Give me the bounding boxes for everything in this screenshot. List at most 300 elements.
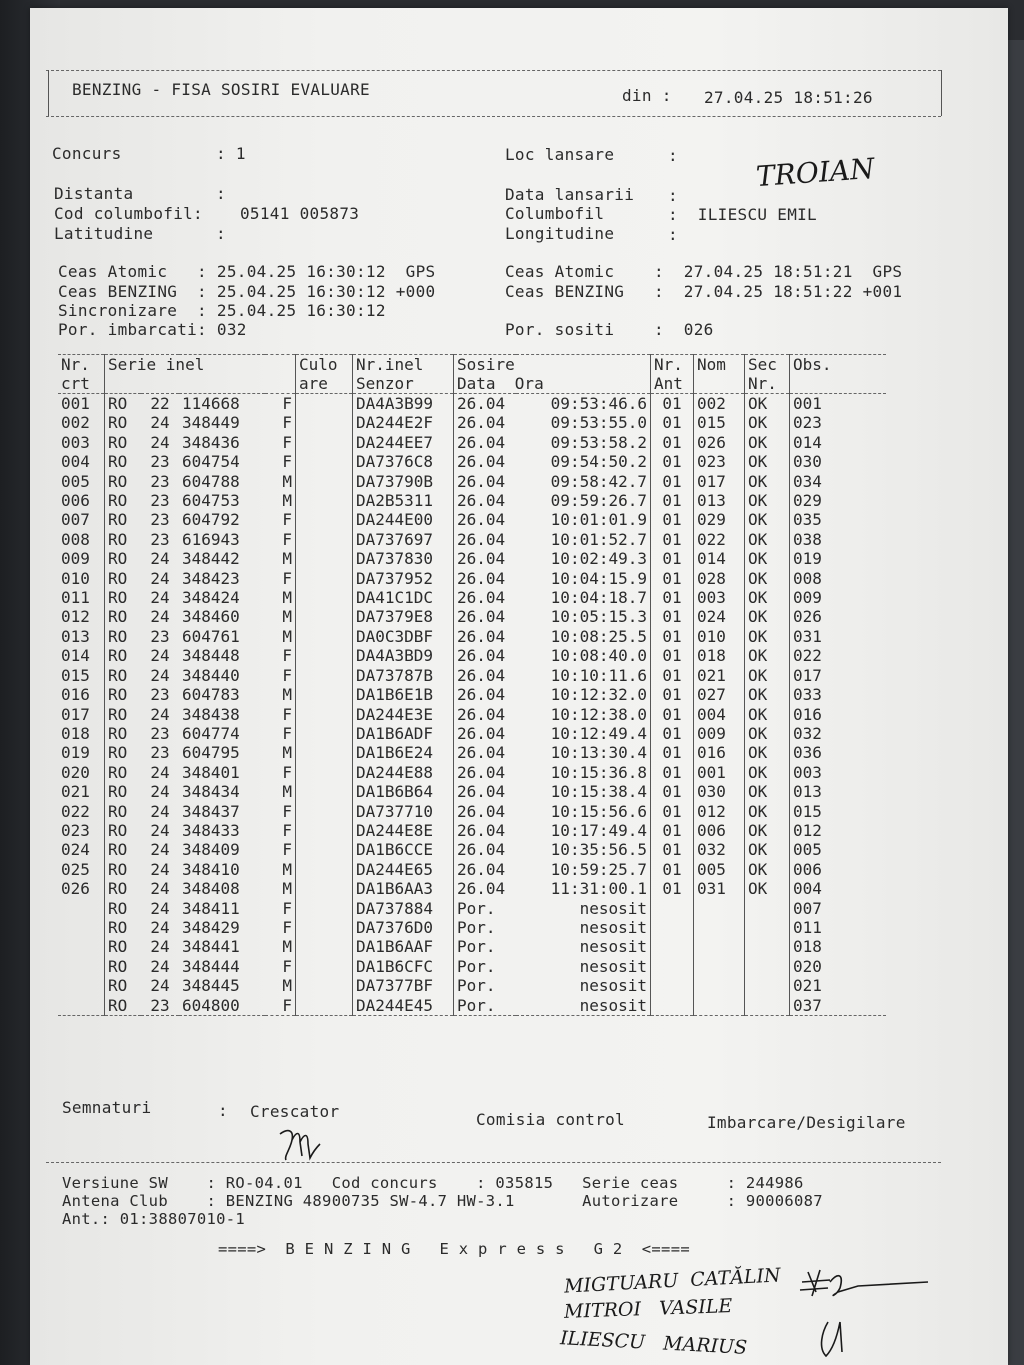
row-date: 26.04 (454, 627, 517, 646)
row-culoare (296, 821, 353, 840)
row-sec: OK (745, 413, 790, 432)
row-nr: 007 (61, 510, 90, 530)
row-country: RO (105, 840, 142, 859)
row-ant: 01 (651, 724, 694, 743)
row-sec: OK (745, 549, 790, 568)
row-senzor: DA244E3E (353, 705, 454, 724)
row-nom (694, 996, 745, 1016)
report-date: 27.04.25 18:51:26 (704, 88, 873, 107)
row-culoare (296, 549, 353, 568)
table-row (58, 860, 886, 879)
row-year: 23 (150, 452, 170, 472)
row-obs: 032 (790, 724, 887, 743)
row-time: 10:12:32.0 (550, 685, 647, 705)
row-culoare (296, 530, 353, 549)
columbofil-label: Columbofil (505, 204, 605, 223)
ceas-atomic-start: Ceas Atomic : 25.04.25 16:30:12 GPS (58, 262, 436, 281)
sincronizare: Sincronizare : 25.04.25 16:30:12 (58, 301, 386, 320)
row-time: nesosit (579, 917, 647, 937)
row-time: 09:53:55.0 (550, 413, 647, 433)
row-year: 24 (150, 665, 170, 685)
row-year: 24 (150, 646, 170, 666)
header-bottom-rule (46, 116, 941, 117)
row-senzor: DA7376C8 (353, 452, 454, 471)
row-date: 26.04 (454, 821, 517, 840)
row-obs: 030 (790, 452, 887, 471)
row-country: RO (105, 918, 142, 937)
row-ant: 01 (651, 821, 694, 840)
handwritten-loc-lansare: TROIAN (754, 151, 876, 194)
row-sex: F (282, 956, 292, 976)
row-sec: OK (745, 743, 790, 762)
row-nr: 022 (61, 801, 90, 821)
row-senzor: DA1B6CCE (353, 840, 454, 859)
row-sex: M (282, 743, 292, 763)
row-sec: OK (745, 763, 790, 782)
row-culoare (296, 685, 353, 704)
row-ring-number: 604774 (182, 723, 240, 743)
row-sec: OK (745, 607, 790, 626)
row-year: 23 (150, 491, 170, 511)
row-country: RO (105, 472, 142, 491)
row-sex: M (282, 549, 292, 569)
row-nom: 017 (694, 472, 745, 491)
row-sex: F (282, 394, 292, 413)
header-obs: Obs. (790, 355, 887, 394)
row-nr: 024 (61, 840, 90, 860)
row-time: 10:35:56.5 (550, 840, 647, 860)
row-nr: 018 (61, 723, 90, 743)
row-nr: 017 (61, 704, 90, 724)
row-obs: 037 (790, 996, 887, 1016)
row-ant: 01 (651, 491, 694, 510)
row-obs: 006 (790, 860, 887, 879)
row-nr: 015 (61, 665, 90, 685)
row-country: RO (105, 685, 142, 704)
row-country: RO (105, 433, 142, 452)
row-culoare (296, 724, 353, 743)
row-sex: F (282, 898, 292, 918)
row-ant (651, 976, 694, 995)
row-ant: 01 (651, 685, 694, 704)
row-year: 24 (150, 917, 170, 937)
row-obs: 020 (790, 957, 887, 976)
row-date: 26.04 (454, 685, 517, 704)
row-time: 10:15:56.6 (550, 801, 647, 821)
row-time: 10:04:15.9 (550, 568, 647, 588)
row-date: 26.04 (454, 569, 517, 588)
row-country: RO (105, 976, 142, 995)
row-obs: 015 (790, 802, 887, 821)
table-row (58, 530, 886, 549)
row-obs: 014 (790, 433, 887, 452)
row-ant: 01 (651, 646, 694, 665)
row-ring-number: 604792 (182, 510, 240, 530)
row-sec: OK (745, 394, 790, 414)
row-nom: 016 (694, 743, 745, 762)
row-ant: 01 (651, 782, 694, 801)
loc-lansare-label: Loc lansare (505, 145, 615, 164)
row-sex: M (282, 607, 292, 627)
row-year: 24 (150, 607, 170, 627)
row-nom (694, 918, 745, 937)
row-senzor: DA4A3BD9 (353, 646, 454, 665)
row-sex: M (282, 471, 292, 491)
row-senzor: DA737697 (353, 530, 454, 549)
row-year: 24 (150, 898, 170, 918)
row-nr: 001 (61, 394, 90, 413)
concurs-value: : 1 (216, 144, 246, 163)
row-ring-number: 348401 (182, 762, 240, 782)
row-year: 24 (150, 782, 170, 802)
row-ant: 01 (651, 840, 694, 859)
latitudine-label: Latitudine (54, 224, 154, 243)
row-date: Por. (454, 996, 517, 1016)
row-nom: 023 (694, 452, 745, 471)
row-sex: F (282, 529, 292, 549)
row-obs: 007 (790, 899, 887, 918)
row-ant: 01 (651, 530, 694, 549)
row-obs: 016 (790, 705, 887, 724)
row-ant: 01 (651, 452, 694, 471)
row-year: 23 (141, 996, 179, 1016)
row-obs: 029 (790, 491, 887, 510)
row-culoare (296, 860, 353, 879)
row-country: RO (105, 879, 142, 898)
row-country: RO (105, 413, 142, 432)
row-culoare (296, 607, 353, 626)
handwritten-name-2: MITROI VASILE (563, 1295, 733, 1323)
row-time: 10:15:36.8 (550, 762, 647, 782)
row-obs: 021 (790, 976, 887, 995)
row-culoare (296, 899, 353, 918)
table-row (58, 802, 886, 821)
row-sex: M (282, 782, 292, 802)
row-nom: 031 (694, 879, 745, 898)
row-country: RO (105, 705, 142, 724)
report-title: BENZING - FISA SOSIRI EVALUARE (72, 80, 370, 99)
row-time: 10:12:38.0 (550, 704, 647, 724)
row-date: 26.04 (454, 394, 517, 414)
row-ant: 01 (651, 627, 694, 646)
row-date: 26.04 (454, 510, 517, 529)
header-nr-crt: Nr. crt (58, 355, 105, 394)
row-time: 10:01:52.7 (550, 529, 647, 549)
row-ring-number: 348441 (182, 937, 240, 957)
row-ring-number: 348409 (182, 840, 240, 860)
row-nr: 023 (61, 820, 90, 840)
row-senzor: DA737710 (353, 802, 454, 821)
row-sec: OK (745, 510, 790, 529)
ceas-benzing-end: Ceas BENZING : 27.04.25 18:51:22 +001 (505, 282, 903, 301)
row-sec: OK (745, 627, 790, 646)
porumbei-sositi: Por. sositi : 026 (505, 320, 714, 339)
row-ring-number: 348460 (182, 607, 240, 627)
row-ring-number: 348436 (182, 432, 240, 452)
row-senzor: DA1B6ADF (353, 724, 454, 743)
row-obs: 003 (790, 763, 887, 782)
printout-sheet (30, 8, 1008, 1365)
row-year: 23 (150, 685, 170, 705)
row-ring-number: 348434 (182, 782, 240, 802)
row-year: 24 (150, 956, 170, 976)
row-ring-number: 348444 (182, 956, 240, 976)
table-row (58, 646, 886, 665)
commission-signatures (778, 1252, 958, 1362)
row-time: 10:08:40.0 (550, 646, 647, 666)
row-country: RO (105, 394, 142, 414)
row-date: Por. (454, 937, 517, 956)
concurs-label: Concurs (52, 144, 122, 163)
row-date: 26.04 (454, 646, 517, 665)
row-ant: 01 (651, 588, 694, 607)
row-nom: 027 (694, 685, 745, 704)
row-culoare (296, 705, 353, 724)
row-date: 26.04 (454, 840, 517, 859)
row-ant: 01 (651, 879, 694, 898)
row-date: 26.04 (454, 413, 517, 432)
row-country: RO (105, 860, 142, 879)
row-year: 23 (150, 529, 170, 549)
row-country: RO (105, 996, 142, 1016)
row-culoare (296, 937, 353, 956)
row-senzor: DA73790B (353, 472, 454, 491)
table-row (58, 413, 886, 432)
table-row (58, 452, 886, 471)
table-row (58, 976, 886, 995)
row-nr: 009 (61, 549, 90, 569)
row-time: 09:58:42.7 (550, 471, 647, 491)
row-ant: 01 (651, 802, 694, 821)
row-culoare (296, 976, 353, 995)
row-sex: M (282, 937, 292, 957)
row-nom: 028 (694, 569, 745, 588)
footer-rule (46, 1162, 941, 1163)
row-nr: 010 (61, 568, 90, 588)
table-row (58, 763, 886, 782)
row-nr (58, 976, 105, 995)
row-sec (745, 976, 790, 995)
row-time: 09:53:46.6 (550, 394, 647, 413)
row-ring-number: 114668 (182, 394, 240, 413)
row-nr: 021 (61, 782, 90, 802)
row-date: Por. (454, 957, 517, 976)
row-sec: OK (745, 452, 790, 471)
row-date: 26.04 (454, 472, 517, 491)
row-time: nesosit (579, 956, 647, 976)
row-sec: OK (745, 705, 790, 724)
row-culoare (296, 569, 353, 588)
row-nom (694, 937, 745, 956)
row-sex: F (282, 801, 292, 821)
table-row (58, 627, 886, 646)
row-obs: 019 (790, 549, 887, 568)
row-nr: 002 (61, 413, 90, 433)
row-senzor: DA244E8E (353, 821, 454, 840)
table-row (58, 666, 886, 685)
row-nr: 004 (61, 452, 90, 472)
row-ant: 01 (651, 510, 694, 529)
row-sex: M (282, 491, 292, 511)
row-senzor: DA73787B (353, 666, 454, 685)
row-ring-number: 348411 (182, 898, 240, 918)
row-senzor: DA737884 (353, 899, 454, 918)
row-time: nesosit (516, 996, 651, 1016)
row-senzor: DA244EE7 (353, 433, 454, 452)
row-culoare (296, 996, 353, 1016)
row-date: 26.04 (454, 452, 517, 471)
table-row (58, 433, 886, 452)
row-sex: M (282, 976, 292, 996)
row-culoare (296, 879, 353, 898)
row-obs: 023 (790, 413, 887, 432)
row-sec: OK (745, 840, 790, 859)
row-date: Por. (454, 918, 517, 937)
header-culoare: Culo are (296, 355, 353, 394)
row-nr: 005 (61, 471, 90, 491)
row-time: 10:05:15.3 (550, 607, 647, 627)
row-date: 26.04 (454, 705, 517, 724)
row-culoare (296, 433, 353, 452)
row-obs: 005 (790, 840, 887, 859)
row-ant: 01 (651, 472, 694, 491)
longitudine-label: Longitudine (505, 224, 615, 243)
benzing-express-banner: ====> B E N Z I N G E x p r e s s G 2 <==== (218, 1240, 690, 1258)
row-culoare (296, 472, 353, 491)
row-sex: F (282, 665, 292, 685)
row-ant: 01 (651, 433, 694, 452)
row-nr: 013 (61, 626, 90, 646)
row-year: 24 (150, 588, 170, 608)
row-nom: 021 (694, 666, 745, 685)
row-nr (58, 996, 105, 1016)
row-sec: OK (745, 569, 790, 588)
table-body (58, 394, 886, 1016)
row-obs: 033 (790, 685, 887, 704)
row-nr: 019 (61, 743, 90, 763)
row-senzor: DA1B6B64 (353, 782, 454, 801)
row-ant: 01 (651, 666, 694, 685)
row-time: 11:31:00.1 (550, 879, 647, 899)
row-date: 26.04 (454, 491, 517, 510)
row-nom: 022 (694, 530, 745, 549)
row-sec: OK (745, 821, 790, 840)
row-year: 24 (150, 704, 170, 724)
row-ring-number: 348424 (182, 588, 240, 608)
row-date: 26.04 (454, 802, 517, 821)
row-nom: 013 (694, 491, 745, 510)
row-time: 10:10:11.6 (550, 665, 647, 685)
row-ring-number: 348438 (182, 704, 240, 724)
row-sex: F (282, 646, 292, 666)
row-sex: F (282, 568, 292, 588)
row-sec (745, 918, 790, 937)
row-obs: 009 (790, 588, 887, 607)
row-year: 24 (150, 762, 170, 782)
row-ant: 01 (651, 705, 694, 724)
row-nom (694, 976, 745, 995)
row-senzor: DA7377BF (353, 976, 454, 995)
row-sex: F (282, 510, 292, 530)
row-senzor: DA244E65 (353, 860, 454, 879)
row-date: 26.04 (454, 549, 517, 568)
table-row (58, 588, 886, 607)
row-nom: 001 (694, 763, 745, 782)
row-sec: OK (745, 724, 790, 743)
row-nr: 008 (61, 529, 90, 549)
row-time: 10:17:49.4 (550, 820, 647, 840)
row-time: 10:01:01.9 (550, 510, 647, 530)
row-year: 24 (150, 801, 170, 821)
header-senzor: Nr.inel Senzor (353, 355, 454, 394)
row-year: 24 (150, 859, 170, 879)
row-ring-number: 604795 (182, 743, 240, 763)
row-nom: 015 (694, 413, 745, 432)
row-country: RO (105, 743, 142, 762)
row-obs: 035 (790, 510, 887, 529)
handwritten-name-3: ILIESCU MARIUS (559, 1327, 748, 1359)
row-culoare (296, 510, 353, 529)
row-date: 26.04 (454, 433, 517, 452)
row-ant (651, 918, 694, 937)
row-year: 23 (150, 510, 170, 530)
antenna-id-line: Ant.: 01:38807010-1 (62, 1210, 246, 1228)
porumbei-imbarcati: Por. imbarcati: 032 (58, 320, 247, 339)
header-nom: Nom (694, 355, 745, 394)
row-date: 26.04 (454, 763, 517, 782)
row-nom (694, 899, 745, 918)
row-date: 26.04 (454, 743, 517, 762)
semnaturi-colon: : (218, 1101, 228, 1120)
row-obs: 034 (790, 472, 887, 491)
imbarcare-desigilare-label: Imbarcare/Desigilare (707, 1113, 906, 1132)
row-nom: 010 (694, 627, 745, 646)
row-ring-number: 616943 (182, 529, 240, 549)
row-nom: 030 (694, 782, 745, 801)
row-country: RO (105, 782, 142, 801)
row-ring-number: 348410 (182, 859, 240, 879)
row-ring-number: 348423 (182, 568, 240, 588)
row-ant: 01 (651, 549, 694, 568)
row-nom: 005 (694, 860, 745, 879)
report-date-label: din : (622, 86, 672, 105)
ceas-atomic-end: Ceas Atomic : 27.04.25 18:51:21 GPS (505, 262, 903, 281)
row-time: 09:53:58.2 (550, 432, 647, 452)
header-serie-inel: Serie inel (105, 355, 296, 394)
row-sec: OK (745, 685, 790, 704)
row-nr: 014 (61, 646, 90, 666)
row-date: 26.04 (454, 588, 517, 607)
table-row (58, 782, 886, 801)
row-senzor: DA244E00 (353, 510, 454, 529)
row-sex: M (282, 588, 292, 608)
row-sec: OK (745, 530, 790, 549)
table-row (58, 899, 886, 918)
row-country: RO (105, 510, 142, 529)
row-nom (694, 957, 745, 976)
row-obs: 001 (790, 394, 887, 414)
row-time: nesosit (579, 898, 647, 918)
row-sec: OK (745, 666, 790, 685)
table-row (58, 918, 886, 937)
distanta-value: : (216, 184, 226, 203)
row-sec (745, 996, 790, 1016)
row-sex: F (282, 820, 292, 840)
row-country: RO (105, 607, 142, 626)
row-country: RO (105, 530, 142, 549)
row-nom: 018 (694, 646, 745, 665)
row-nr (58, 957, 105, 976)
